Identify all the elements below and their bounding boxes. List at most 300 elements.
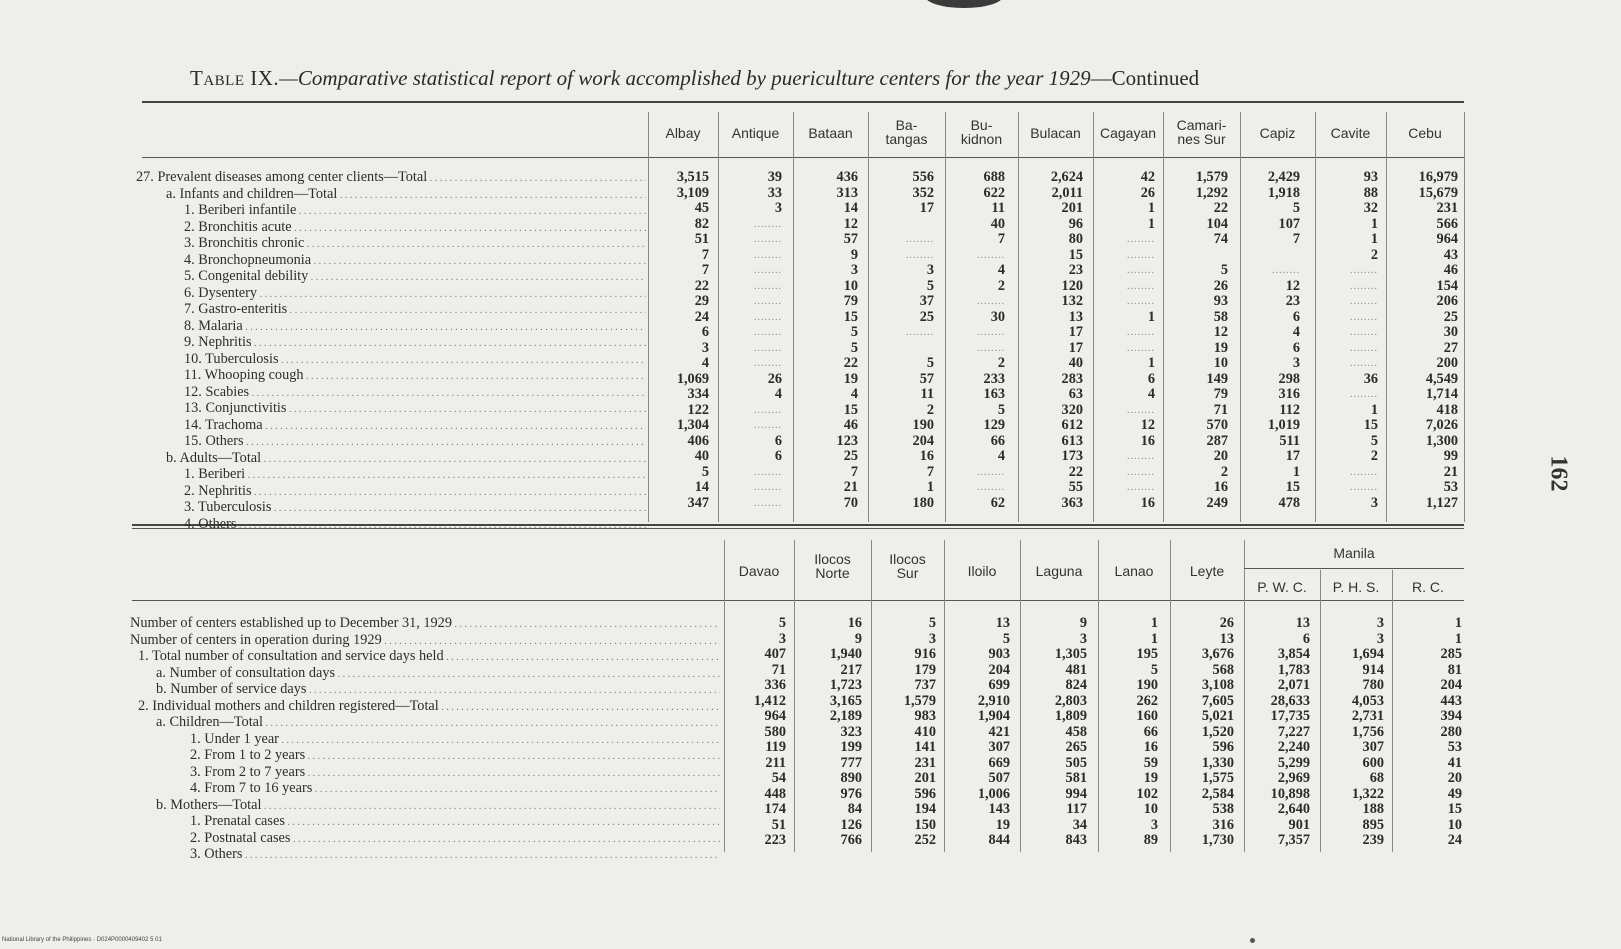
data-cell: ........ — [1127, 296, 1155, 307]
data-cell: 613 — [1061, 432, 1083, 449]
data-cell: 239 — [1362, 832, 1384, 848]
header-rule — [142, 157, 1464, 158]
data-cell: 37 — [919, 293, 934, 309]
row-label: 2. From 1 to 2 years . . . — [130, 748, 720, 765]
data-cell: 2,071 — [1277, 677, 1310, 693]
data-cell: 994 — [1065, 785, 1087, 802]
data-cell: 3 — [774, 200, 782, 216]
scan-footnote: National Library of the Philippines · D024P0000409402 5 01 — [2, 937, 162, 943]
data-cell: 81 — [1447, 661, 1462, 678]
page-number: 162 — [1545, 455, 1572, 492]
data-cell: 43 — [1443, 246, 1458, 263]
data-cell: 622 — [983, 184, 1005, 201]
data-cell: 13 — [1219, 630, 1234, 647]
data-cell: 163 — [983, 386, 1005, 402]
data-cell: 16 — [847, 615, 862, 631]
row-label: b. Mothers—Total . . . — [130, 798, 720, 815]
row-label: 2. Nephritis . . . — [136, 484, 646, 501]
data-cell: 11 — [920, 386, 934, 402]
data-cell: 16,979 — [1418, 169, 1458, 185]
data-cell: 27 — [1443, 339, 1458, 356]
data-cell: 19 — [1213, 339, 1228, 356]
data-cell: 20 — [1447, 770, 1462, 786]
data-cell: 79 — [1213, 386, 1228, 402]
data-cell: 107 — [1278, 215, 1300, 232]
data-cell: 844 — [988, 832, 1010, 848]
column-header: Cavite — [1330, 125, 1371, 141]
table-continued: —Continued — [1090, 66, 1200, 90]
data-column — [1162, 616, 1234, 849]
data-cell: 40 — [1068, 355, 1083, 371]
data-cell — [1158, 248, 1228, 264]
data-cell: 1 — [1147, 355, 1155, 371]
data-cell: 21 — [1443, 463, 1458, 480]
data-cell: 478 — [1278, 494, 1300, 511]
data-cell: 13 — [1295, 615, 1310, 631]
data-cell: 25 — [843, 448, 858, 464]
data-cell: 1 — [1147, 308, 1155, 325]
data-cell: 2,240 — [1277, 739, 1310, 755]
data-cell: 901 — [1288, 816, 1310, 833]
data-cell: 54 — [771, 770, 786, 786]
data-column — [1085, 170, 1155, 511]
data-column — [790, 616, 862, 849]
data-cell: 17 — [919, 200, 934, 216]
data-cell: 890 — [840, 770, 862, 786]
data-cell: 17 — [1068, 339, 1083, 356]
data-cell: 5 — [1370, 432, 1378, 449]
data-cell: 307 — [988, 739, 1010, 755]
data-cell: 4 — [997, 448, 1005, 464]
column-header: Davao — [738, 563, 780, 579]
data-cell: 58 — [1213, 308, 1228, 325]
data-cell: 2,969 — [1277, 770, 1310, 786]
data-cell: 19 — [995, 816, 1010, 833]
data-cell: 843 — [1065, 832, 1087, 848]
row-label: 8. Malaria . . . — [136, 319, 646, 336]
data-cell: 1,304 — [676, 417, 709, 433]
data-cell: 104 — [1206, 215, 1228, 232]
data-column — [1312, 616, 1384, 849]
data-cell: 6 — [1302, 630, 1310, 647]
data-cell: ........ — [754, 311, 782, 323]
data-cell: 206 — [1436, 293, 1458, 309]
scan-speck — [1250, 938, 1255, 943]
data-cell: 149 — [1206, 370, 1228, 387]
table-caption: —Comparative statistical report of work accomplished by puericulture centers for the year 1929 — [279, 66, 1091, 90]
data-cell: ........ — [1350, 466, 1378, 478]
data-cell: 12 — [1213, 324, 1228, 340]
data-cell: 188 — [1362, 801, 1384, 817]
data-cell: ........ — [754, 342, 782, 354]
data-cell: 3 — [1292, 355, 1300, 371]
data-cell: ........ — [977, 327, 1005, 338]
data-cell: 201 — [914, 770, 936, 786]
table-title — [190, 66, 1470, 91]
sub-column-header: P. W. C. — [1257, 579, 1307, 595]
data-cell: 26 — [1213, 277, 1228, 294]
data-cell — [864, 341, 934, 357]
column-header: Leyte — [1189, 563, 1225, 579]
column-header: Ilocos Sur — [889, 551, 926, 581]
data-cell: 7,026 — [1425, 417, 1458, 433]
data-cell: 964 — [764, 708, 786, 724]
row-label: a. Infants and children—Total . . . — [136, 187, 646, 204]
data-cell: ........ — [1127, 466, 1155, 478]
data-cell: 316 — [1212, 816, 1234, 833]
data-cell: 39 — [767, 169, 782, 185]
data-cell: 4,053 — [1351, 692, 1384, 709]
data-cell: 12 — [1140, 417, 1155, 433]
data-cell: 15 — [1068, 246, 1083, 263]
data-cell: 9 — [1079, 615, 1087, 631]
data-cell: 320 — [1061, 401, 1083, 418]
data-cell: 3,854 — [1277, 646, 1310, 662]
data-cell: 41 — [1447, 754, 1462, 771]
data-cell: 1 — [1147, 215, 1155, 232]
data-cell: 914 — [1362, 661, 1384, 678]
data-cell: 14 — [843, 200, 858, 216]
data-cell: 699 — [988, 677, 1010, 693]
data-cell: 1 — [926, 479, 934, 495]
row-label: 5. Congenital debility . . . — [136, 269, 646, 286]
data-cell: 45 — [694, 200, 709, 216]
data-cell: 25 — [1443, 308, 1458, 325]
data-cell: 1 — [1454, 630, 1462, 647]
data-cell: 204 — [988, 661, 1010, 678]
data-cell: 316 — [1278, 386, 1300, 402]
data-cell: 394 — [1440, 708, 1462, 724]
data-cell: 2 — [1370, 246, 1378, 263]
data-cell: 99 — [1443, 448, 1458, 464]
data-cell: 89 — [1143, 832, 1158, 848]
data-cell: ........ — [1350, 342, 1378, 354]
data-cell: 13 — [995, 615, 1010, 631]
data-cell: 3,109 — [676, 184, 709, 201]
data-cell: 1,918 — [1267, 184, 1300, 201]
data-cell: ........ — [1350, 265, 1378, 276]
row-label: 12. Scabies . . . — [136, 385, 646, 402]
data-cell: 71 — [1213, 401, 1228, 418]
data-cell: 23 — [1068, 262, 1083, 278]
data-cell: 669 — [988, 754, 1010, 771]
data-cell: 204 — [912, 432, 934, 449]
row-label: 1. Prenatal cases . . . — [130, 814, 720, 831]
data-cell: 32 — [1363, 200, 1378, 216]
data-cell: 15 — [1285, 479, 1300, 495]
data-cell: 3 — [1376, 630, 1384, 647]
data-cell: 4 — [701, 355, 709, 371]
data-cell: 737 — [914, 677, 936, 693]
row-label: 27. Prevalent diseases among center clients—Total . . . — [136, 170, 646, 187]
data-cell: 1,292 — [1195, 184, 1228, 201]
data-cell: 70 — [843, 494, 858, 511]
data-cell: 26 — [1140, 184, 1155, 201]
data-cell: 5 — [850, 339, 858, 356]
data-cell: 5 — [928, 615, 936, 631]
row-label: 2. Postnatal cases . . . — [130, 831, 720, 848]
row-label: 4. Bronchopneumonia . . . — [136, 253, 646, 270]
data-cell: ........ — [1127, 342, 1155, 354]
data-cell: 180 — [912, 494, 934, 511]
data-cell: 15 — [1447, 801, 1462, 817]
data-cell: 10 — [1447, 816, 1462, 833]
data-cell: 15 — [843, 308, 858, 325]
data-cell: 2 — [1370, 448, 1378, 464]
column-divider — [1464, 112, 1465, 522]
data-cell: 25 — [919, 308, 934, 325]
data-cell: 132 — [1061, 293, 1083, 309]
data-cell: 6 — [774, 448, 782, 464]
data-cell: 2,803 — [1054, 692, 1087, 709]
row-label: 1. Under 1 year . . . — [130, 732, 720, 749]
data-cell: ........ — [1350, 327, 1378, 338]
data-cell: 410 — [914, 723, 936, 740]
data-cell: 1 — [1292, 463, 1300, 480]
data-column — [1158, 170, 1228, 511]
data-cell: 3,165 — [829, 692, 862, 709]
data-cell: 903 — [988, 646, 1010, 662]
data-cell: 1,575 — [1201, 770, 1234, 786]
column-header: Ba- tangas — [885, 117, 928, 147]
data-cell: 2,731 — [1351, 708, 1384, 724]
data-cell: 1,714 — [1425, 386, 1458, 402]
data-cell: 46 — [843, 417, 858, 433]
data-cell: 766 — [840, 832, 862, 848]
data-cell: 3 — [701, 339, 709, 356]
data-cell — [864, 217, 934, 233]
data-cell: 596 — [1212, 739, 1234, 755]
data-cell: ........ — [977, 249, 1005, 261]
top-rule — [142, 101, 1464, 103]
data-cell: ........ — [754, 327, 782, 338]
data-cell: 481 — [1065, 661, 1087, 678]
data-cell: 5 — [1220, 262, 1228, 278]
data-cell: 7,357 — [1277, 832, 1310, 848]
data-cell: 199 — [840, 739, 862, 755]
data-cell: ........ — [1350, 358, 1378, 369]
data-cell: 1,809 — [1054, 708, 1087, 724]
data-cell: 23 — [1285, 293, 1300, 309]
data-cell: 448 — [764, 785, 786, 802]
data-cell: 4 — [997, 262, 1005, 278]
data-cell: 1,322 — [1351, 785, 1384, 802]
row-label: 11. Whooping cough . . . — [136, 368, 646, 385]
data-cell: ........ — [1272, 265, 1300, 276]
data-cell: 57 — [843, 231, 858, 247]
row-label: Number of centers in operation during 1929 . . . — [130, 633, 720, 650]
column-divider — [1386, 112, 1387, 522]
data-cell: 3 — [1150, 816, 1158, 833]
data-cell: 1,756 — [1351, 723, 1384, 740]
data-cell: 2,584 — [1201, 785, 1234, 802]
data-cell: 6 — [774, 432, 782, 449]
data-cell: 46 — [1443, 262, 1458, 278]
data-cell: 179 — [914, 661, 936, 678]
data-cell: 102 — [1136, 785, 1158, 802]
data-cell: 780 — [1362, 677, 1384, 693]
data-cell: 15 — [843, 401, 858, 418]
data-cell: 2,189 — [829, 708, 862, 724]
data-cell: 4 — [1292, 324, 1300, 340]
data-cell: 4 — [850, 386, 858, 402]
sub-column-header: R. C. — [1412, 579, 1444, 595]
data-cell: ........ — [754, 249, 782, 261]
column-header: Capiz — [1259, 125, 1296, 141]
data-cell: 7 — [701, 246, 709, 263]
data-cell: 62 — [990, 494, 1005, 511]
data-cell: ........ — [1127, 404, 1155, 416]
row-label: 15. Others . . . — [136, 434, 646, 451]
data-cell: 252 — [914, 832, 936, 848]
data-column — [1308, 170, 1378, 511]
data-cell: 57 — [919, 370, 934, 387]
data-column — [1013, 170, 1083, 511]
data-column — [639, 170, 709, 511]
data-column — [714, 616, 786, 849]
data-cell: 3,515 — [676, 169, 709, 185]
data-cell: 1,940 — [829, 646, 862, 662]
row-label: 7. Gastro-enteritis . . . — [136, 302, 646, 319]
data-cell: 129 — [983, 417, 1005, 433]
group-rule — [1244, 568, 1464, 569]
data-cell: 66 — [990, 432, 1005, 449]
data-cell: 143 — [988, 801, 1010, 817]
data-column — [864, 170, 934, 511]
sub-column-header: P. H. S. — [1332, 579, 1380, 595]
row-label: 3. From 2 to 7 years . . . — [130, 765, 720, 782]
data-cell: 12 — [843, 215, 858, 232]
data-cell: ........ — [754, 280, 782, 292]
data-cell: 1,330 — [1201, 754, 1234, 771]
header-rule — [132, 600, 1464, 601]
data-cell: 42 — [1140, 169, 1155, 185]
data-cell: 22 — [843, 355, 858, 371]
data-cell: 14 — [694, 479, 709, 495]
data-cell: ........ — [754, 358, 782, 369]
data-cell: 421 — [988, 723, 1010, 740]
data-cell: ........ — [1127, 451, 1155, 462]
data-cell: 283 — [1061, 370, 1083, 387]
data-cell: ........ — [1127, 327, 1155, 338]
data-cell: ........ — [906, 234, 934, 245]
data-cell: 7 — [701, 262, 709, 278]
data-cell: 82 — [694, 215, 709, 232]
data-cell: 5 — [701, 463, 709, 480]
row-label: 10. Tuberculosis . . . — [136, 352, 646, 369]
data-cell: 1 — [1370, 231, 1378, 247]
data-cell: 7 — [1292, 231, 1300, 247]
data-cell: 9 — [854, 630, 862, 647]
data-cell: 3 — [850, 262, 858, 278]
data-cell: 88 — [1363, 184, 1378, 201]
data-cell: 30 — [990, 308, 1005, 325]
data-cell: 2 — [997, 277, 1005, 294]
data-cell: 49 — [1447, 785, 1462, 802]
row-label: 1. Beriberi infantile . . . — [136, 203, 646, 220]
data-cell: 507 — [988, 770, 1010, 786]
ink-blot — [925, 0, 1003, 8]
data-cell: 4,549 — [1425, 370, 1458, 387]
data-cell: 24 — [694, 308, 709, 325]
data-cell: 323 — [840, 723, 862, 740]
data-cell: 154 — [1436, 277, 1458, 294]
data-cell: 19 — [1143, 770, 1158, 786]
row-labels — [136, 170, 646, 533]
data-cell: 7,227 — [1277, 723, 1310, 740]
data-cell: 285 — [1440, 646, 1462, 662]
data-cell: 10 — [843, 277, 858, 294]
data-cell: 150 — [914, 816, 936, 833]
data-cell: 3 — [926, 262, 934, 278]
row-label: a. Children—Total . . . — [130, 715, 720, 732]
row-label: a. Number of consultation days . . . — [130, 666, 720, 683]
data-cell: 2,011 — [1051, 184, 1083, 201]
data-cell: 119 — [765, 739, 786, 755]
data-cell: 22 — [1068, 463, 1083, 480]
data-cell: ........ — [754, 234, 782, 245]
data-cell: 51 — [694, 231, 709, 247]
data-cell: 3 — [928, 630, 936, 647]
data-cell: 1,579 — [903, 692, 936, 709]
data-cell: 581 — [1065, 770, 1087, 786]
data-cell: 141 — [914, 739, 936, 755]
data-cell: 9 — [850, 246, 858, 263]
data-cell: 173 — [1061, 448, 1083, 464]
data-cell: 3 — [778, 630, 786, 647]
data-cell: 443 — [1440, 692, 1462, 709]
row-label: 6. Dysentery . . . — [136, 286, 646, 303]
data-column — [1086, 616, 1158, 849]
data-cell: 5 — [1002, 630, 1010, 647]
data-cell: 12 — [1285, 277, 1300, 294]
data-cell: 1,019 — [1267, 417, 1300, 433]
data-cell: 2 — [997, 355, 1005, 371]
data-cell: 15,679 — [1418, 184, 1458, 201]
data-cell: 596 — [914, 785, 936, 802]
data-cell: 612 — [1061, 417, 1083, 433]
data-cell: 5 — [778, 615, 786, 631]
data-cell: 160 — [1136, 708, 1158, 724]
data-cell: ........ — [754, 482, 782, 493]
data-cell: 33 — [767, 184, 782, 201]
data-cell: 17 — [1068, 324, 1083, 340]
data-cell: 55 — [1068, 479, 1083, 495]
data-cell: 3,108 — [1201, 677, 1234, 693]
data-cell: 174 — [764, 801, 786, 817]
data-cell: ........ — [754, 404, 782, 416]
data-cell: 74 — [1213, 231, 1228, 247]
data-cell: 2 — [926, 401, 934, 418]
data-cell: 3 — [1370, 494, 1378, 511]
group-header-manila: Manila — [1333, 545, 1375, 561]
data-cell: 3 — [1376, 615, 1384, 631]
data-cell: 1,127 — [1425, 494, 1458, 511]
data-cell: 505 — [1065, 754, 1087, 771]
data-cell: 347 — [687, 494, 709, 511]
data-cell: ........ — [1350, 389, 1378, 400]
data-cell: 824 — [1065, 677, 1087, 693]
row-label: b. Adults—Total . . . — [136, 451, 646, 468]
data-cell: ........ — [977, 342, 1005, 354]
data-cell: 59 — [1143, 754, 1158, 771]
data-cell: 93 — [1213, 293, 1228, 309]
column-header: Bu- kidnon — [960, 117, 1003, 147]
data-cell: 1,579 — [1195, 169, 1228, 185]
data-cell: 4 — [1147, 386, 1155, 402]
data-cell: 556 — [912, 169, 934, 185]
data-cell: 1 — [1147, 200, 1155, 216]
